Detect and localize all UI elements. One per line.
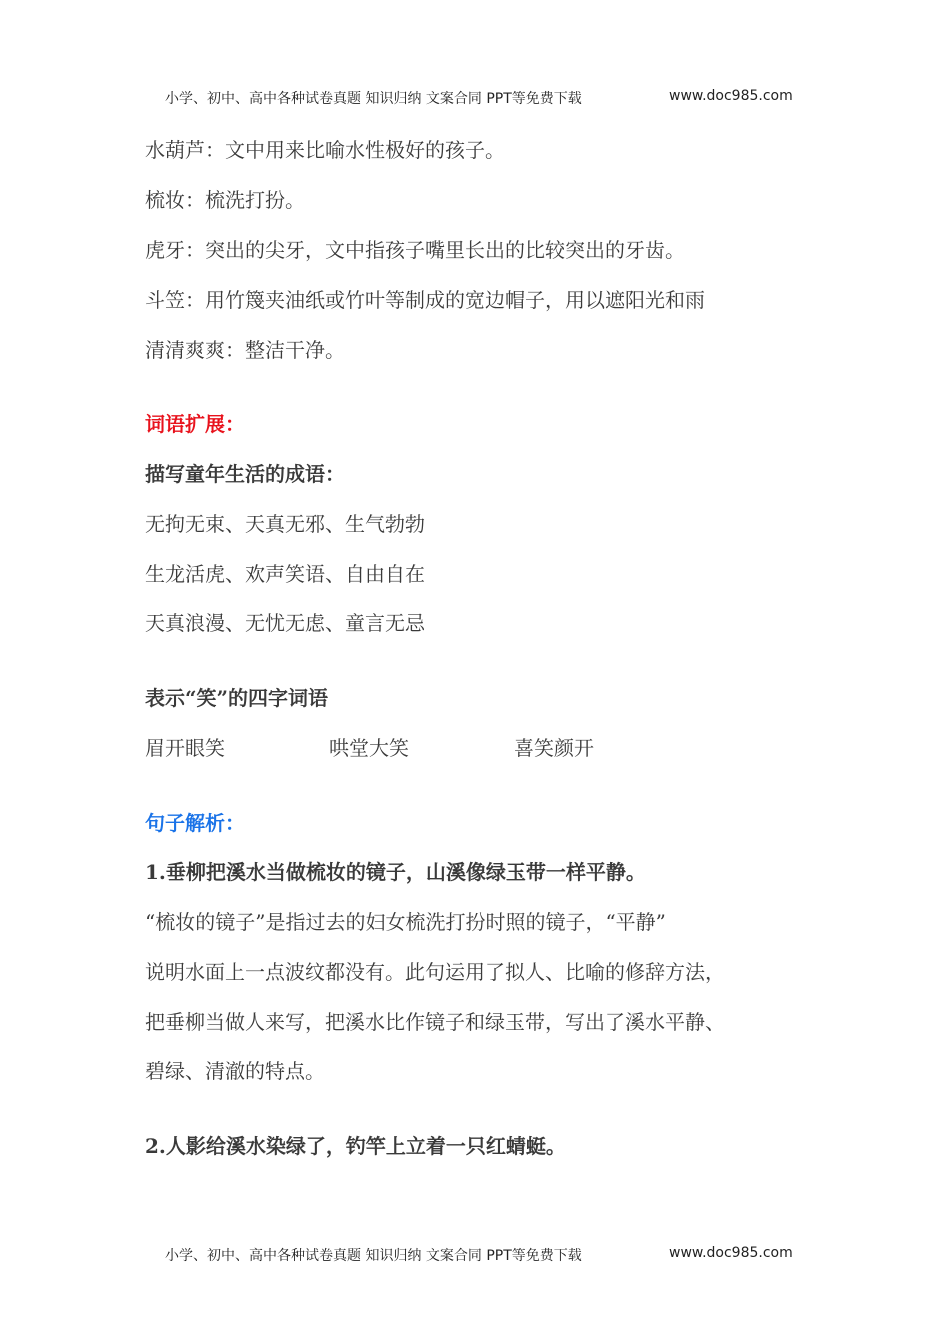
sentence-1-explanation: 碧绿、清澈的特点。 [145,1059,325,1083]
laugh-word: 哄堂大笑 [329,736,409,760]
sentence-2: 2.人影给溪水染绿了，钓竿上立着一只红蜻蜓。 [145,1134,566,1158]
definition-huya: 虎牙：突出的尖牙，文中指孩子嘴里长出的比较突出的牙齿。 [145,238,685,262]
definition-qingqingshuangshuang: 清清爽爽：整洁干净。 [145,338,345,362]
header-text: 小学、初中、高中各种试卷真题 知识归纳 文案合同 PPT等免费下载 [165,91,582,107]
sentence-1-explanation: 说明水面上一点波纹都没有。此句运用了拟人、比喻的修辞方法， [145,960,725,984]
laugh-words-heading: 表示“笑”的四字词语 [145,686,329,710]
footer-url[interactable]: www.doc985.com [669,1245,793,1261]
idiom-row: 生龙活虎、欢声笑语、自由自在 [145,562,425,586]
idiom-row: 天真浪漫、无忧无虑、童言无忌 [145,611,425,635]
laugh-word: 眉开眼笑 [145,736,225,760]
footer-text: 小学、初中、高中各种试卷真题 知识归纳 文案合同 PPT等免费下载 [165,1248,582,1264]
header-url[interactable]: www.doc985.com [669,88,793,104]
expansion-heading: 词语扩展： [145,412,245,436]
sentence-1: 1.垂柳把溪水当做梳妆的镜子，山溪像绿玉带一样平静。 [145,860,646,884]
sentence-1-explanation: “梳妆的镜子”是指过去的妇女梳洗打扮时照的镜子，“平静” [145,910,666,934]
idiom-row: 无拘无束、天真无邪、生气勃勃 [145,512,425,536]
childhood-idioms-heading: 描写童年生活的成语： [145,462,345,486]
definition-douli: 斗笠：用竹篾夹油纸或竹叶等制成的宽边帽子，用以遮阳光和雨 [145,288,705,312]
sentence-1-explanation: 把垂柳当做人来写，把溪水比作镜子和绿玉带，写出了溪水平静、 [145,1010,725,1034]
definition-shuihulu: 水葫芦：文中用来比喻水性极好的孩子。 [145,138,505,162]
definition-shuzhuang: 梳妆：梳洗打扮。 [145,188,305,212]
page-header [0,88,950,108]
laugh-word: 喜笑颜开 [514,736,594,760]
analysis-heading: 句子解析： [145,811,245,835]
page-footer [0,1245,950,1265]
